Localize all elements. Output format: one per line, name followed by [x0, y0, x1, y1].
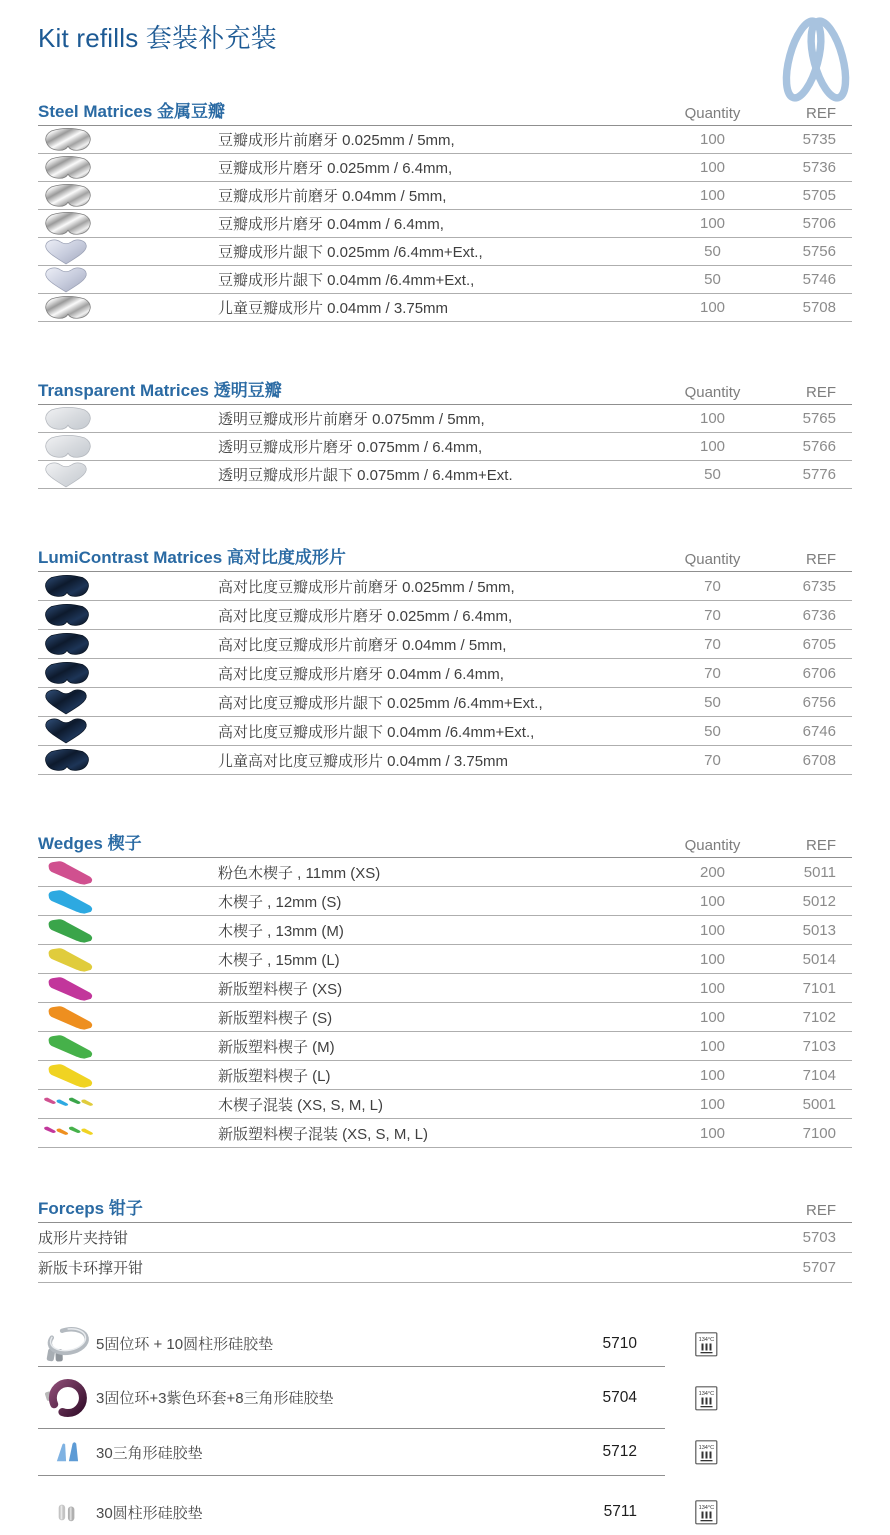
wedge-group-icon: [38, 1091, 100, 1117]
kit-description: 30三角形硅胶垫: [96, 1444, 203, 1462]
lumicontrast-matrix-heart-icon: [38, 717, 100, 745]
tooth-logo: [774, 10, 858, 111]
product-ref: 5706: [802, 215, 836, 232]
section-header: [38, 97, 852, 126]
product-row: [38, 1090, 852, 1119]
product-quantity: 100: [699, 1037, 726, 1055]
kit-row: [38, 1321, 818, 1367]
wedge-icon: [38, 1004, 100, 1031]
product-description: 木楔子 , 13mm (M): [218, 922, 344, 940]
product-description: 新版塑料楔子 (M): [218, 1038, 335, 1056]
triangle-pads-icon: [38, 1440, 96, 1464]
product-row: [38, 1032, 852, 1061]
product-quantity: 100: [699, 979, 726, 997]
steel-matrix-heart-icon: [38, 266, 100, 294]
product-row: [38, 238, 852, 266]
wedge-icon: [38, 1062, 100, 1089]
product-ref: 6708: [802, 751, 836, 769]
product-row: [38, 630, 852, 659]
product-ref: 7100: [802, 1124, 836, 1142]
product-description: 豆瓣成形片龈下 0.025mm /6.4mm+Ext.,: [218, 244, 483, 261]
product-description: 高对比度豆瓣成形片龈下 0.04mm /6.4mm+Ext.,: [218, 723, 535, 741]
section-title: Transparent Matrices 透明豆瓣: [38, 381, 282, 400]
product-description: 豆瓣成形片龈下 0.04mm /6.4mm+Ext.,: [218, 272, 475, 289]
wedge-icon: [38, 859, 100, 886]
product-section: [38, 543, 852, 775]
product-ref: 5703: [802, 1229, 836, 1246]
steel-matrix-heart-icon: [38, 238, 100, 266]
kit-row: [38, 1367, 818, 1429]
product-row: [38, 1253, 852, 1283]
product-row: [38, 974, 852, 1003]
section-title: Steel Matrices 金属豆瓣: [38, 102, 226, 121]
product-quantity: 100: [699, 438, 726, 455]
steel-matrix-bean-icon: [38, 154, 100, 181]
product-row: [38, 887, 852, 916]
lumicontrast-matrix-bean-icon: [38, 631, 100, 657]
section-title: Forceps 钳子: [38, 1199, 143, 1218]
product-section: [38, 97, 852, 322]
quantity-column-header: Quantity: [684, 837, 741, 854]
product-quantity: 70: [704, 635, 721, 653]
product-quantity: 100: [699, 410, 726, 427]
product-description: 豆瓣成形片前磨牙 0.04mm / 5mm,: [218, 188, 447, 205]
kit-ref: 5711: [603, 1503, 637, 1520]
product-ref: 5735: [802, 131, 836, 148]
kit-components-section: [38, 1321, 818, 1535]
product-ref: 5766: [802, 438, 836, 455]
cylinder-pads-icon: [38, 1500, 96, 1524]
product-ref: 6705: [802, 635, 836, 653]
product-quantity: 70: [704, 664, 721, 682]
product-quantity: 50: [704, 693, 721, 711]
ref-column-header: REF: [806, 551, 836, 568]
quantity-column-header: Quantity: [684, 551, 741, 568]
product-quantity: 70: [704, 606, 721, 624]
product-description: 新版塑料楔子 (XS): [218, 980, 343, 998]
product-row: [38, 601, 852, 630]
product-quantity: 100: [699, 187, 726, 204]
product-description: 成形片夹持钳: [38, 1230, 129, 1247]
product-ref: 5705: [802, 187, 836, 204]
product-ref: 5012: [802, 892, 836, 910]
product-quantity: 70: [704, 751, 721, 769]
product-row: [38, 688, 852, 717]
product-ref: 6736: [802, 606, 836, 624]
product-ref: 5756: [802, 243, 836, 260]
lumicontrast-matrix-bean-icon: [38, 602, 100, 628]
lumicontrast-matrix-bean-icon: [38, 573, 100, 599]
product-row: [38, 461, 852, 489]
product-quantity: 200: [699, 863, 726, 881]
product-ref: 5776: [802, 466, 836, 483]
product-row: [38, 572, 852, 601]
purple-ring-icon: [38, 1373, 96, 1423]
product-quantity: 50: [704, 722, 721, 740]
product-row: [38, 266, 852, 294]
product-description: 新版卡环撑开钳: [38, 1260, 144, 1277]
product-ref: 5736: [802, 159, 836, 176]
kit-description: 3固位环+3紫色环套+8三角形硅胶垫: [96, 1390, 334, 1407]
section-header: [38, 543, 852, 572]
transparent-matrix-heart-icon: [38, 461, 100, 489]
product-description: 新版塑料楔子 (L): [218, 1067, 331, 1085]
svg-text:134°C: 134°C: [698, 1445, 715, 1451]
section-header: [38, 829, 852, 858]
product-quantity: 50: [704, 466, 721, 483]
section-title: Wedges 楔子: [38, 834, 142, 853]
product-quantity: 100: [699, 1008, 726, 1026]
kit-ref: 5710: [602, 1334, 637, 1352]
wedge-icon: [38, 917, 100, 944]
product-ref: 7101: [802, 979, 836, 997]
product-ref: 6746: [802, 722, 836, 740]
product-description: 新版塑料楔子 (S): [218, 1009, 333, 1027]
quantity-column-header: Quantity: [684, 105, 741, 122]
lumicontrast-matrix-bean-icon: [38, 747, 100, 773]
kit-row: [38, 1489, 818, 1535]
product-description: 高对比度豆瓣成形片龈下 0.025mm /6.4mm+Ext.,: [218, 694, 543, 712]
product-row: [38, 405, 852, 433]
product-description: 木楔子混装 (XS, S, M, L): [218, 1096, 384, 1114]
transparent-matrix-bean-icon: [38, 433, 100, 460]
page-title: Kit refills 套装补充装: [38, 23, 277, 53]
section-header: [38, 376, 852, 405]
product-row: [38, 1061, 852, 1090]
product-ref: 7103: [802, 1037, 836, 1055]
product-row: [38, 916, 852, 945]
wedge-icon: [38, 975, 100, 1002]
product-description: 透明豆瓣成形片龈下 0.075mm / 6.4mm+Ext.: [218, 467, 513, 484]
product-row: [38, 294, 852, 322]
product-ref: 5746: [802, 271, 836, 288]
wedge-icon: [38, 1033, 100, 1060]
product-description: 高对比度豆瓣成形片磨牙 0.025mm / 6.4mm,: [218, 607, 513, 625]
product-ref: 7104: [802, 1066, 836, 1084]
product-description: 透明豆瓣成形片前磨牙 0.075mm / 5mm,: [218, 411, 485, 428]
transparent-matrix-bean-icon: [38, 405, 100, 432]
product-ref: 7102: [802, 1008, 836, 1026]
lumicontrast-matrix-heart-icon: [38, 688, 100, 716]
product-section: [38, 829, 852, 1148]
wedge-icon: [38, 946, 100, 973]
product-ref: 5707: [802, 1259, 836, 1276]
kit-row: [38, 1429, 818, 1476]
product-ref: 6756: [802, 693, 836, 711]
product-quantity: 50: [704, 243, 721, 260]
lumicontrast-matrix-bean-icon: [38, 660, 100, 686]
product-row: [38, 182, 852, 210]
product-description: 豆瓣成形片磨牙 0.04mm / 6.4mm,: [218, 216, 444, 233]
product-quantity: 100: [699, 131, 726, 148]
product-description: 高对比度豆瓣成形片前磨牙 0.025mm / 5mm,: [218, 578, 515, 596]
product-quantity: 100: [699, 1066, 726, 1084]
steel-matrix-bean-icon: [38, 210, 100, 237]
product-row: [38, 945, 852, 974]
product-ref: 5001: [802, 1095, 836, 1113]
product-row: [38, 746, 852, 775]
product-ref: 5011: [803, 863, 836, 881]
product-description: 儿童高对比度豆瓣成形片 0.04mm / 3.75mm: [218, 752, 509, 770]
product-ref: 5765: [802, 410, 836, 427]
product-row: [38, 659, 852, 688]
product-row: [38, 1223, 852, 1253]
product-row: [38, 433, 852, 461]
product-row: [38, 126, 852, 154]
autoclave-icon: [695, 1500, 718, 1525]
section-title: LumiContrast Matrices 高对比度成形片: [38, 548, 346, 567]
wedge-group-icon: [38, 1120, 100, 1146]
product-description: 新版塑料楔子混装 (XS, S, M, L): [218, 1125, 429, 1143]
section-header: [38, 1194, 852, 1223]
steel-matrix-bean-icon: [38, 294, 100, 321]
product-ref: 5013: [802, 921, 836, 939]
product-ref: 6735: [802, 577, 836, 595]
product-quantity: 100: [699, 299, 726, 316]
kit-description: 30圆柱形硅胶垫: [96, 1504, 203, 1522]
product-description: 木楔子 , 15mm (L): [218, 951, 340, 969]
product-quantity: 100: [699, 159, 726, 176]
product-quantity: 50: [704, 271, 721, 288]
product-sections: [38, 97, 890, 1283]
ref-column-header: REF: [806, 837, 836, 854]
ref-column-header: REF: [806, 1202, 836, 1219]
product-quantity: 100: [699, 950, 726, 968]
product-row: [38, 717, 852, 746]
product-quantity: 100: [699, 1095, 726, 1113]
ref-column-header: REF: [806, 105, 836, 122]
product-quantity: 100: [699, 892, 726, 910]
svg-text:134°C: 134°C: [698, 1390, 715, 1397]
steel-matrix-bean-icon: [38, 126, 100, 153]
product-ref: 5014: [802, 950, 836, 968]
product-quantity: 70: [704, 577, 721, 595]
product-quantity: 100: [699, 215, 726, 232]
kit-ref: 5704: [602, 1388, 637, 1406]
product-description: 透明豆瓣成形片磨牙 0.075mm / 6.4mm,: [218, 439, 483, 456]
quantity-column-header: Quantity: [684, 384, 741, 401]
product-row: [38, 210, 852, 238]
kit-ref: 5712: [602, 1443, 637, 1460]
steel-matrix-bean-icon: [38, 182, 100, 209]
product-description: 豆瓣成形片前磨牙 0.025mm / 5mm,: [218, 132, 455, 149]
product-row: [38, 1119, 852, 1148]
wedge-icon: [38, 888, 100, 915]
product-description: 高对比度豆瓣成形片前磨牙 0.04mm / 5mm,: [218, 636, 507, 654]
product-quantity: 100: [699, 1124, 726, 1142]
product-description: 粉色木楔子 , 11mm (XS): [218, 864, 381, 882]
product-description: 儿童豆瓣成形片 0.04mm / 3.75mm: [218, 300, 449, 317]
ref-column-header: REF: [806, 384, 836, 401]
autoclave-icon: [695, 1386, 718, 1411]
svg-text:134°C: 134°C: [698, 1504, 715, 1511]
product-description: 豆瓣成形片磨牙 0.025mm / 6.4mm,: [218, 160, 453, 177]
product-description: 木楔子 , 12mm (S): [218, 893, 342, 911]
kit-description: 5固位环 + 10圆柱形硅胶垫: [96, 1336, 274, 1353]
product-ref: 6706: [802, 664, 836, 682]
product-row: [38, 1003, 852, 1032]
product-quantity: 100: [699, 921, 726, 939]
product-section: [38, 1194, 852, 1283]
product-row: [38, 858, 852, 887]
sectional-ring-icon: [38, 1321, 96, 1367]
autoclave-icon: [695, 1332, 718, 1357]
product-description: 高对比度豆瓣成形片磨牙 0.04mm / 6.4mm,: [218, 665, 504, 683]
svg-text:134°C: 134°C: [698, 1336, 715, 1343]
product-row: [38, 154, 852, 182]
product-section: [38, 376, 852, 489]
autoclave-icon: [695, 1440, 718, 1465]
product-ref: 5708: [802, 299, 836, 316]
